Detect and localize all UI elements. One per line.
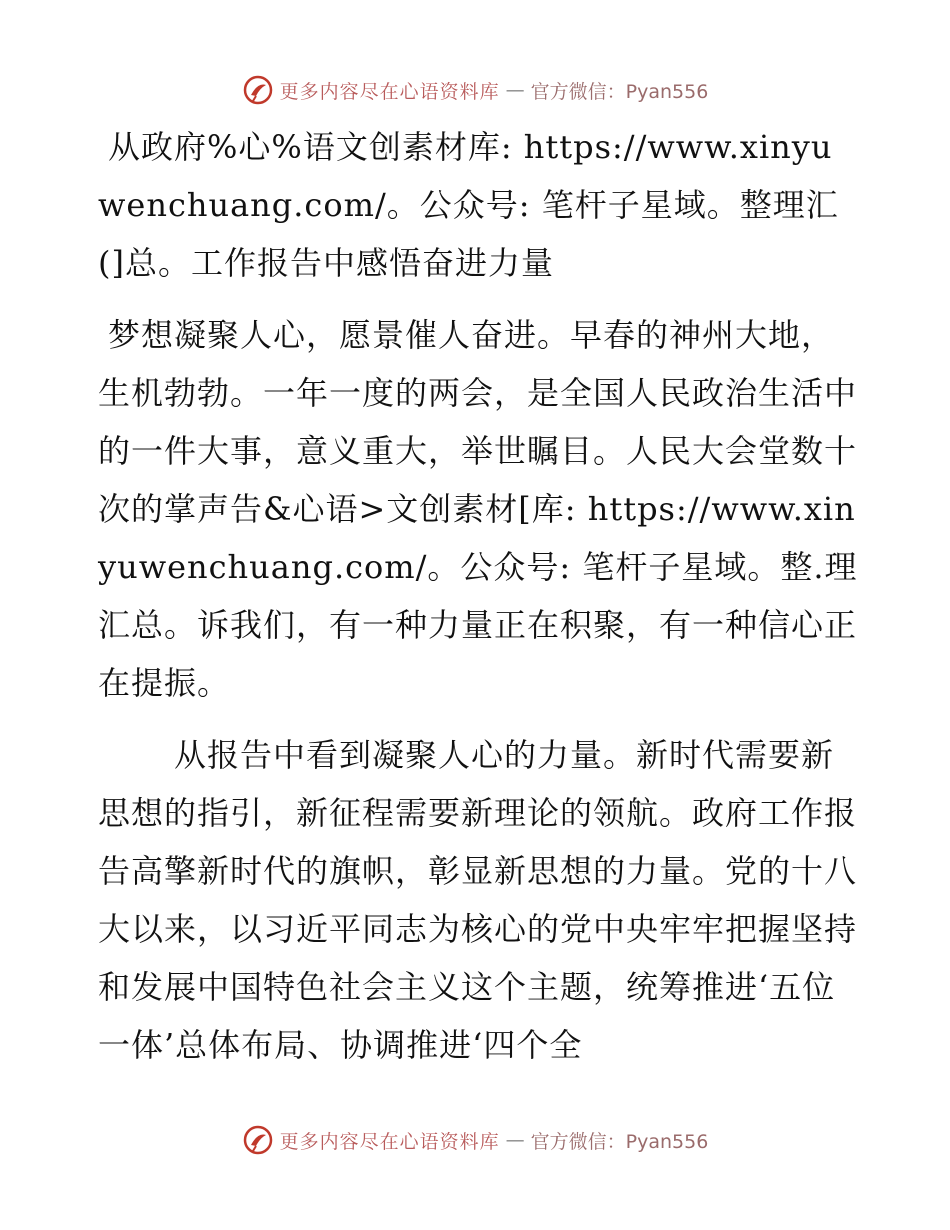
banner-text: 更多内容尽在心语资料库	[279, 80, 500, 103]
paragraph-intro: 从政府%心%语文创素材库: https://www.xinyuwenchuang.com/。公众号: 笔杆子星域。整理汇(]总。工作报告中感悟奋进力量	[98, 128, 839, 282]
brand-logo-icon	[242, 1124, 274, 1156]
paragraph-dream: 梦想凝聚人心，愿景催人奋进。早春的神州大地，生机勃勃。一年一度的两会，是全国人民政治生活中的一件大事，意义重大，举世瞩目。人民大会堂数十次的掌声告&心语>文创素材[库: https://www.xinyuwenchuang.com/。公众号: 笔杆子星域。整.理汇总。诉我们，有一种力量正在积聚，有一种信心正在提振。	[98, 316, 858, 702]
banner-dash: —	[505, 1129, 525, 1151]
document-body	[98, 118, 858, 1074]
brand-logo-icon	[242, 74, 274, 106]
footer-banner	[0, 1120, 950, 1160]
header-banner	[0, 70, 950, 110]
banner-contact: 官方微信：Pyan556	[530, 80, 709, 103]
paragraph-report: 从报告中看到凝聚人心的力量。新时代需要新思想的指引，新征程需要新理论的领航。政府工作报告高擎新时代的旗帜，彰显新思想的力量。党的十八大以来，以习近平同志为核心的党中央牢牢把握坚持和发展中国特色社会主义这个主题，统筹推进‘五位一体’总体布局、协调推进‘四个全	[98, 736, 858, 1064]
banner-text: 更多内容尽在心语资料库	[279, 1130, 500, 1153]
banner-dash: —	[505, 79, 525, 101]
banner-contact: 官方微信：Pyan556	[530, 1130, 709, 1153]
